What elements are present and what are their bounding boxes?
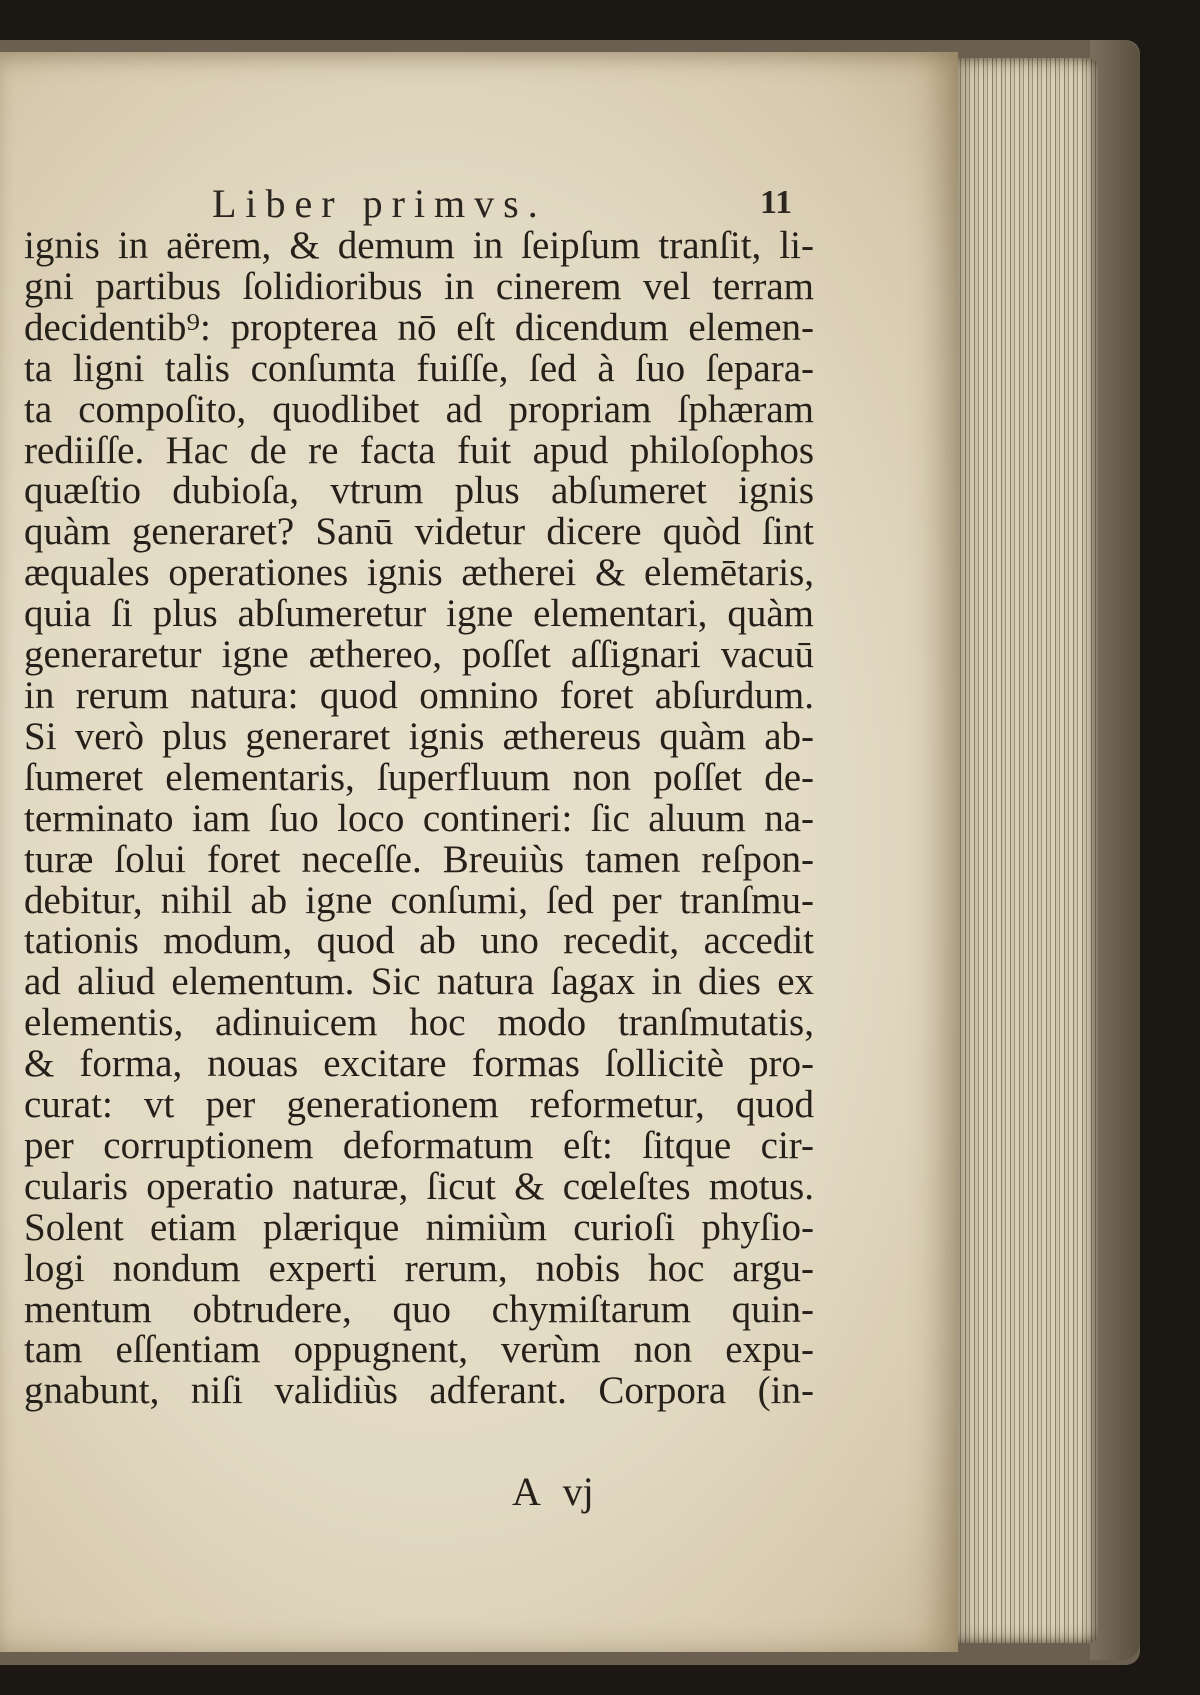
- text-line: ta ligni talis conſumta fuiſſe, ſed à ſuo ſepara-: [24, 346, 814, 390]
- text-line: in rerum natura: quod omnino foret abſurdum.: [24, 673, 814, 717]
- text-line: mentum obtrudere, quo chymiſtarum quin-: [24, 1287, 814, 1331]
- text-line: quia ſi plus abſumeretur igne elementari, quàm: [24, 592, 814, 636]
- page-edges: [948, 58, 1098, 1643]
- text-line: decidentib⁹: propterea nō eſt dicendum elemen-: [24, 305, 814, 349]
- page-number: 11: [760, 184, 793, 221]
- text-line: & forma, nouas excitare formas ſollicitè pro-: [24, 1042, 814, 1086]
- text-line: elementis, adinuicem hoc modo tranſmutatis,: [24, 1001, 814, 1045]
- text-line: gni partibus ſolidioribus in cinerem vel terram: [24, 264, 814, 308]
- text-line: Solent etiam plærique nimiùm curioſi phyſio-: [24, 1205, 814, 1249]
- text-line: æquales operationes ignis ætherei & elemētaris,: [24, 551, 814, 595]
- text-line: turæ ſolui foret neceſſe. Breuiùs tamen reſpon-: [24, 837, 814, 881]
- text-line: tationis modum, quod ab uno recedit, accedit: [24, 919, 814, 963]
- text-line: ignis in aërem, & demum in ſeipſum tranſit, li-: [24, 224, 814, 267]
- body-text: [24, 226, 814, 1412]
- text-line: Si verò plus generaret ignis æthereus quàm ab-: [24, 714, 814, 758]
- text-line: cularis operatio naturæ, ſicut & cœleſtes motus.: [24, 1164, 814, 1208]
- text-line: debitur, nihil ab igne conſumi, ſed per tranſmu-: [24, 878, 814, 922]
- text-line: gnabunt, niſi validiùs adferant. Corpora (in-: [24, 1369, 814, 1413]
- text-line: quæſtio dubioſa, vtrum plus abſumeret ignis: [24, 469, 814, 513]
- text-line: tam eſſentiam oppugnent, verùm non expu-: [24, 1328, 814, 1372]
- text-line: per corruptionem deformatum eſt: ſitque cir-: [24, 1123, 814, 1167]
- text-line: terminato iam ſuo loco contineri: ſic aluum na-: [24, 796, 814, 840]
- signature-mark: A vj: [512, 1469, 594, 1514]
- text-line: ta compoſito, quodlibet ad propriam ſphæram: [24, 387, 814, 431]
- text-line: ad aliud elementum. Sic natura ſagax in dies ex: [24, 960, 814, 1004]
- text-line: ſumeret elementaris, ſuperfluum non poſſet de-: [24, 755, 814, 799]
- running-head: Liber primvs.: [212, 181, 547, 226]
- text-line: logi nondum experti rerum, nobis hoc argu-: [24, 1246, 814, 1290]
- text-line: rediiſſe. Hac de re facta fuit apud philoſophos: [24, 428, 814, 472]
- text-line: generaretur igne æthereo, poſſet aſſignari vacuū: [24, 633, 814, 677]
- text-line: curat: vt per generationem reformetur, quod: [24, 1083, 814, 1127]
- text-line: quàm generaret? Sanū videtur dicere quòd ſint: [24, 510, 814, 554]
